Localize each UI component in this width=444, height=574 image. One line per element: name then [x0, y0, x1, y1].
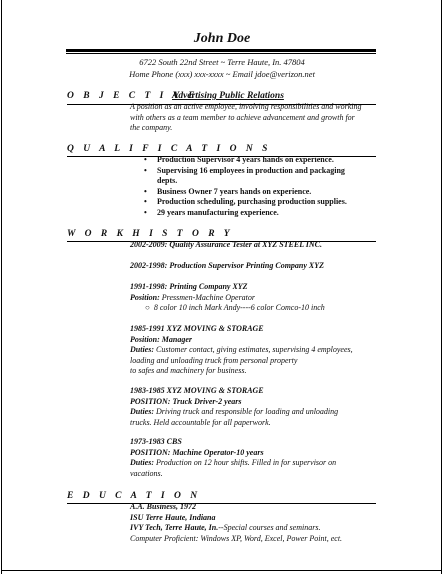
- resume-name: John Doe: [193, 31, 251, 46]
- list-item-continued: depts.: [157, 176, 178, 185]
- objective-line: the company.: [130, 123, 173, 132]
- position-line: Position: Manager: [130, 334, 193, 344]
- qualifications-heading: Q U A L I F I C A T I O N S: [67, 144, 271, 154]
- job-3-bullet: ○ 8 color 10 inch Mark Andy----6 color Comco-10 inch: [145, 303, 325, 312]
- qualifications-list: [130, 155, 347, 218]
- duties-line: trucks. Held accountable for all paperwork.: [130, 417, 271, 427]
- job-entry-6: [130, 437, 336, 479]
- education-line: Computer Proficient: Windows XP, Word, Excel, Power Point, ect.: [130, 533, 343, 543]
- duties-line: Customer contact, giving estimates, supervising 4 employees,: [156, 345, 353, 354]
- education-school: IVY Tech, Terre Haute, In.: [130, 523, 219, 532]
- header-rule-thin: [66, 53, 376, 54]
- list-item: • Production Supervisor 4 years hands on experience.: [144, 155, 334, 164]
- bullet-icon: ○: [145, 303, 150, 312]
- duties-line: Driving truck and responsible for loading and unloading: [156, 407, 339, 416]
- duties-line: to safes and machinery for business.: [130, 366, 247, 375]
- objective-heading: O B J E C T I V E: [67, 91, 199, 101]
- duties-label: Duties:: [130, 407, 154, 416]
- education-note: --Special courses and seminars.: [218, 523, 321, 532]
- objective-text: [130, 102, 362, 134]
- bullet-icon: •: [144, 207, 147, 217]
- contact-address: 6722 South 22nd Street ~ Terre Haute, In. 47804: [139, 57, 305, 67]
- job-entry-1: 2002-2009: Quality Assurance Tester at XYZ STEEL INC.: [130, 240, 323, 249]
- job-entry-2: 2002-1998: Production Supervisor Printing Company XYZ: [130, 261, 325, 270]
- page-border-right: [441, 0, 442, 574]
- bullet-icon: •: [144, 186, 147, 196]
- objective-line: A position as an active employee, involving responsibilities and working: [130, 102, 362, 111]
- education-details: [130, 502, 342, 544]
- list-item: • 29 years manufacturing experience.: [144, 207, 279, 217]
- page-border-left: [1, 0, 2, 574]
- job-title: 1973-1983 CBS: [130, 437, 182, 446]
- duties-line: loading and unloading truck from personal property: [130, 355, 298, 365]
- list-item: • Production scheduling, purchasing production supplies.: [144, 197, 347, 206]
- page-border-bottom: [1, 570, 442, 571]
- job-title: 1991-1998: Printing Company XYZ: [130, 282, 248, 291]
- job-entry-3: [130, 282, 255, 303]
- position-label: Position:: [130, 292, 160, 302]
- list-item: • Supervising 16 employees in production and packaging: [144, 165, 345, 175]
- duties-label: Duties:: [130, 345, 154, 354]
- education-heading: E D U C A T I O N: [67, 491, 201, 501]
- objective-line: with others as a team member to achieve advancement and growth for: [130, 112, 355, 122]
- education-line: A.A. Business, 1972: [130, 502, 197, 511]
- duties-line: Production on 12 hour shifts. Filled in for supervisor on: [156, 458, 337, 467]
- job-entry-5: [130, 386, 338, 428]
- bullet-icon: •: [144, 165, 147, 175]
- position-line: POSITION: Truck Driver-2 years: [130, 396, 242, 406]
- job-entry-4: [130, 324, 353, 377]
- bullet-icon: •: [144, 197, 147, 206]
- work-history-heading: W O R K H I S T O R Y: [67, 229, 234, 239]
- position-value: Pressmen-Machine Operator: [161, 292, 256, 302]
- position-line: POSITION: Machine Operator-10 years: [130, 447, 264, 457]
- education-line: ISU Terre Haute, Indiana: [130, 512, 216, 522]
- header-rule: [66, 49, 376, 52]
- contact-phone-email: Home Phone (xxx) xxx-xxxx ~ Email jdoe@verizon.net: [129, 69, 315, 79]
- duties-line: vacations.: [130, 468, 163, 478]
- list-item: • Business Owner 7 years hands on experience.: [144, 186, 312, 196]
- objective-title: Advertising Public Relations: [172, 91, 284, 101]
- bullet-icon: •: [144, 155, 147, 164]
- duties-label: Duties:: [130, 458, 154, 467]
- job-title: 1985-1991 XYZ MOVING & STORAGE: [130, 324, 264, 333]
- job-title: 1983-1985 XYZ MOVING & STORAGE: [130, 386, 264, 395]
